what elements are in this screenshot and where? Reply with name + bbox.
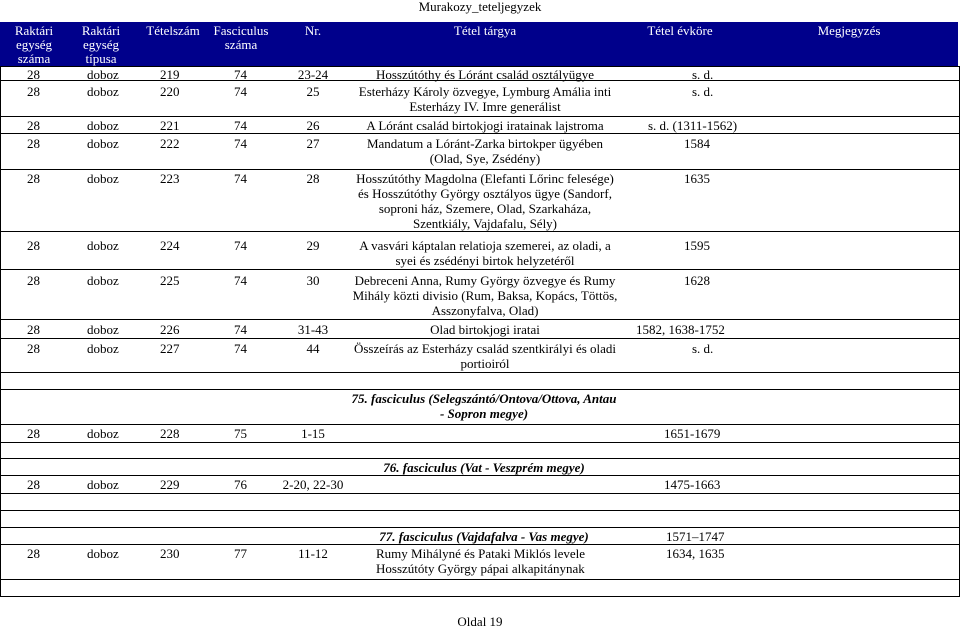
cell-nr: 1-15 [301, 426, 325, 441]
cell-fasciculus: 74 [234, 322, 247, 337]
cell-unit: 28 [27, 136, 40, 151]
cell-type: doboz [87, 322, 119, 337]
cell-nr: 26 [306, 118, 320, 133]
cell-type: doboz [87, 171, 119, 186]
cell-type: doboz [87, 84, 119, 99]
cell-tetelszam: 223 [160, 171, 180, 186]
cell-year: 1582, 1638-1752 [636, 322, 725, 337]
cell-year: s. d. [692, 84, 714, 99]
cell-fasciculus: 74 [234, 136, 247, 151]
cell-type: doboz [87, 426, 119, 441]
cell-tetelszam: 230 [160, 546, 180, 561]
cell-nr: 2-20, 22-30 [282, 477, 344, 492]
cell-unit: 28 [27, 171, 40, 186]
header-tetel-targya: Tétel tárgya [453, 23, 517, 38]
header-nr: Nr. [304, 23, 322, 38]
cell-unit: 28 [27, 477, 40, 492]
cell-fasciculus: 74 [234, 238, 247, 253]
cell-nr: 29 [306, 238, 320, 253]
header-tetelszam: Tételszám [146, 23, 200, 38]
cell-subject: A vasvári káptalan relatioja szemerei, az oladi, a syei és zsédényi birtok helyzetéről [359, 238, 611, 268]
cell-subject: Rumy Mihályné és Pataki Miklós levele Hosszútóty György pápai alkapitánynak [376, 546, 586, 576]
cell-unit: 28 [27, 426, 40, 441]
cell-fasciculus: 77 [234, 546, 247, 561]
cell-tetelszam: 229 [160, 477, 180, 492]
cell-tetelszam: 222 [160, 136, 180, 151]
fasciculus-year: 1571–1747 [666, 529, 725, 544]
header-fasciculus-szama: Fasciculus száma [213, 23, 269, 52]
cell-fasciculus: 74 [234, 171, 247, 186]
cell-year: 1651-1679 [664, 426, 721, 441]
cell-nr: 11-12 [298, 546, 328, 561]
cell-fasciculus: 74 [234, 341, 247, 356]
header-raktari-egyseg-tipusa: Raktári egység típusa [81, 23, 121, 66]
cell-nr: 23-24 [297, 67, 329, 82]
cell-tetelszam: 220 [160, 84, 180, 99]
cell-year: 1595 [684, 238, 710, 253]
fasciculus-heading: 76. fasciculus (Vat - Veszprém megye) [383, 460, 585, 475]
cell-subject: Hosszútóthy Magdolna (Elefanti Lőrinc felesége) és Hosszútóthy György osztályos ügye (Sandorf, soproni ház, Szemere, Olad, Szarkaháza, Szentkiály, Vajdafalu, Sély) [356, 171, 614, 231]
cell-subject: Debreceni Anna, Rumy György özvegye és Rumy Mihály közti divisio (Rum, Baksa, Kopács, Töttös, Asszonyfalva, Olad) [352, 273, 618, 318]
cell-tetelszam: 224 [160, 238, 180, 253]
cell-year: s. d. (1311-1562) [648, 118, 738, 133]
cell-subject: Hosszútóthy és Lóránt család osztályügye [375, 67, 595, 82]
cell-subject: Mandatum a Lóránt-Zarka birtokper ügyében (Olad, Sye, Zsédény) [366, 136, 604, 166]
header-tetel-evkore: Tétel évköre [647, 23, 713, 38]
cell-year: 1635 [684, 171, 710, 186]
cell-type: doboz [87, 477, 119, 492]
cell-fasciculus: 74 [234, 67, 247, 82]
fasciculus-heading: 77. fasciculus (Vajdafalva - Vas megye) [379, 529, 589, 544]
cell-unit: 28 [27, 238, 40, 253]
cell-type: doboz [87, 118, 119, 133]
fasciculus-heading: 75. fasciculus (Selegszántó/Ontova/Ottova, Antau - Sopron megye) [351, 391, 617, 421]
cell-fasciculus: 75 [234, 426, 247, 441]
cell-unit: 28 [27, 322, 40, 337]
cell-unit: 28 [27, 341, 40, 356]
cell-type: doboz [87, 341, 119, 356]
cell-year: s. d. [692, 67, 714, 82]
cell-tetelszam: 225 [160, 273, 180, 288]
cell-type: doboz [87, 238, 119, 253]
document-title: Murakozy_teteljegyzek [418, 0, 542, 14]
cell-fasciculus: 74 [234, 118, 247, 133]
cell-subject: Olad birtokjogi iratai [430, 322, 540, 337]
cell-tetelszam: 227 [160, 341, 180, 356]
cell-nr: 31-43 [297, 322, 329, 337]
cell-year: s. d. [692, 341, 714, 356]
cell-type: doboz [87, 67, 119, 82]
header-megjegyzes: Megjegyzés [817, 23, 881, 38]
cell-unit: 28 [27, 84, 40, 99]
cell-year: 1628 [684, 273, 710, 288]
cell-subject: Esterházy Károly özvegye, Lymburg Amália inti Esterházy IV. Imre generálist [358, 84, 612, 114]
cell-unit: 28 [27, 273, 40, 288]
cell-subject: Összeírás az Esterházy család szentkirályi és oladi portioiról [353, 341, 617, 371]
cell-nr: 25 [306, 84, 320, 99]
cell-nr: 28 [306, 171, 320, 186]
cell-year: 1634, 1635 [666, 546, 725, 561]
cell-fasciculus: 74 [234, 273, 247, 288]
cell-tetelszam: 221 [160, 118, 180, 133]
cell-type: doboz [87, 546, 119, 561]
cell-fasciculus: 74 [234, 84, 247, 99]
cell-nr: 27 [306, 136, 320, 151]
cell-year: 1584 [684, 136, 710, 151]
cell-type: doboz [87, 136, 119, 151]
cell-tetelszam: 219 [160, 67, 180, 82]
cell-subject: A Lóránt család birtokjogi iratainak lajstroma [366, 118, 604, 133]
cell-tetelszam: 228 [160, 426, 180, 441]
cell-type: doboz [87, 273, 119, 288]
cell-unit: 28 [27, 67, 40, 82]
header-raktari-egyseg-szama: Raktári egység száma [14, 23, 54, 66]
cell-unit: 28 [27, 546, 40, 561]
cell-year: 1475-1663 [664, 477, 721, 492]
page-footer: Oldal 19 [457, 614, 503, 629]
cell-nr: 44 [306, 341, 320, 356]
cell-tetelszam: 226 [160, 322, 180, 337]
cell-unit: 28 [27, 118, 40, 133]
cell-nr: 30 [306, 273, 320, 288]
cell-fasciculus: 76 [234, 477, 247, 492]
